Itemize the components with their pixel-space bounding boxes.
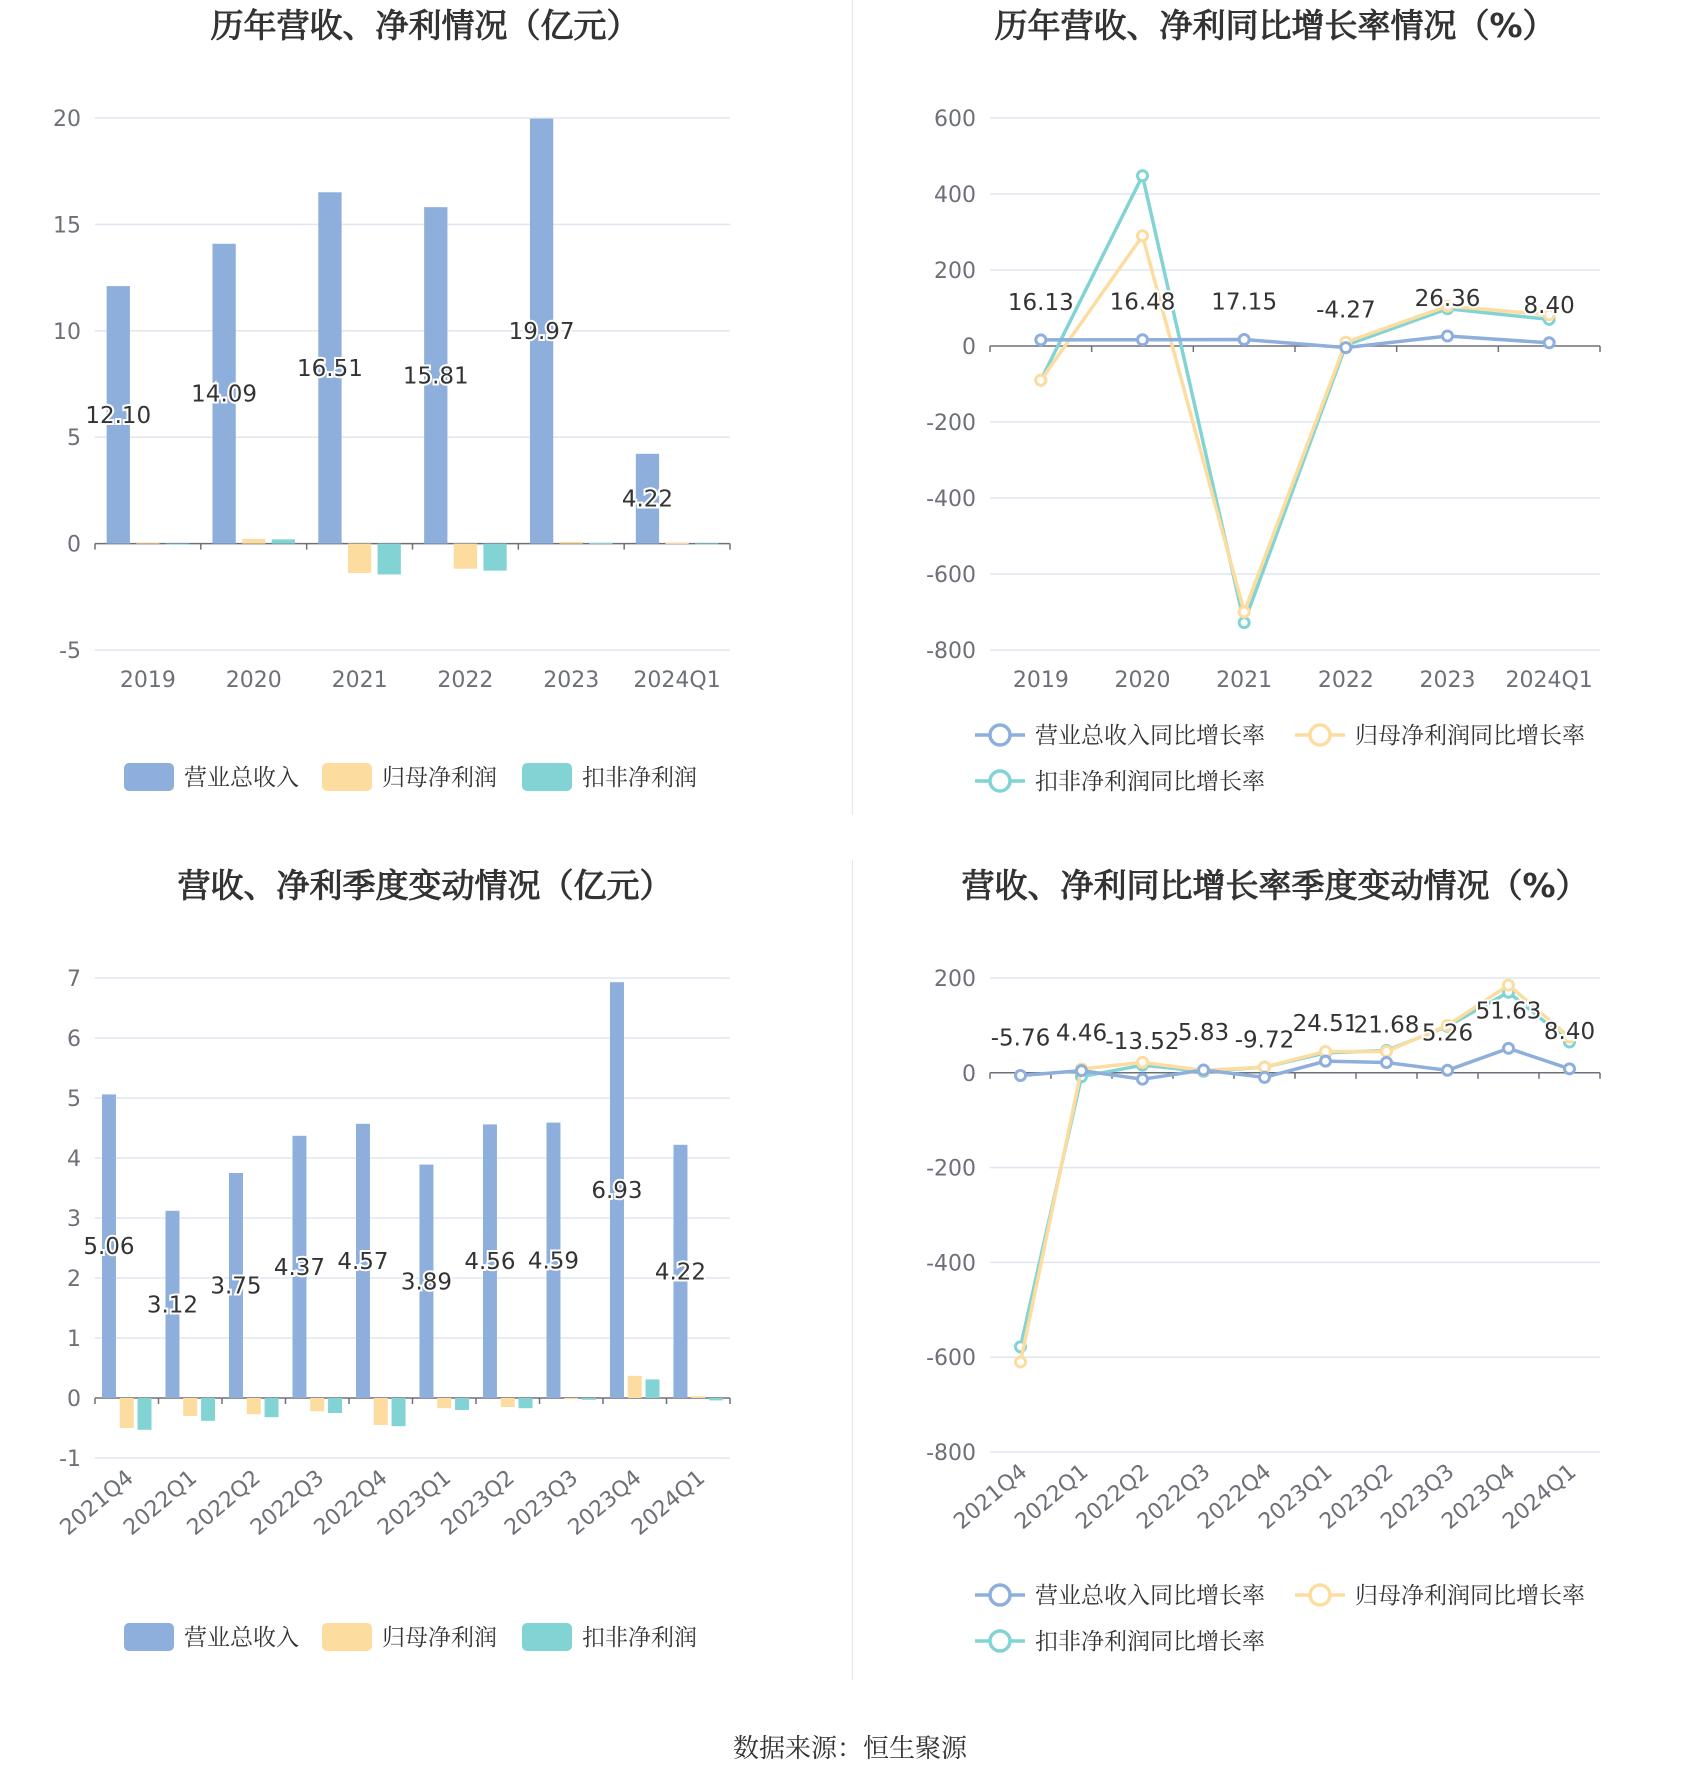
- y-tick-label: -400: [926, 1251, 976, 1277]
- legend-label: 扣非净利润同比增长率: [1035, 769, 1265, 795]
- y-tick-label: 0: [67, 1387, 81, 1412]
- x-tick-label: 2022Q1: [119, 1465, 203, 1541]
- y-tick-label: 3: [67, 1207, 81, 1232]
- net-profit-bar: [242, 539, 265, 544]
- panel-divider: [852, 0, 853, 815]
- legend-label: 营业总收入: [184, 765, 299, 791]
- net-profit-growth-point: [1260, 1062, 1270, 1072]
- x-tick-label: 2023Q4: [563, 1465, 647, 1541]
- net-profit-bar: [628, 1376, 642, 1398]
- y-tick-label: 1: [67, 1327, 81, 1352]
- data-label: 8.40: [1543, 1018, 1596, 1045]
- legend-label: 扣非净利润: [582, 1625, 697, 1651]
- x-tick-label: 2021: [331, 668, 388, 693]
- quarterly-revenue-profit-panel: [0, 860, 850, 1680]
- data-label: 6.93: [591, 1178, 643, 1205]
- net-profit-bar: [665, 543, 688, 544]
- legend-label: 营业总收入同比增长率: [1035, 723, 1265, 749]
- data-label: 5.83: [1177, 1020, 1230, 1047]
- x-tick-label: 2023Q3: [1376, 1459, 1460, 1535]
- legend-swatch: [522, 1623, 572, 1651]
- y-tick-label: 7: [67, 967, 81, 992]
- revenue-growth-point: [1077, 1066, 1087, 1076]
- net-profit-bar: [136, 543, 159, 544]
- deducted-profit-bar: [646, 1379, 660, 1398]
- legend-swatch: [322, 763, 372, 791]
- legend-swatch: [124, 763, 174, 791]
- deducted-profit-bar: [138, 1398, 152, 1430]
- x-tick-label: 2024Q1: [1498, 1459, 1582, 1535]
- revenue-growth-point: [1239, 334, 1249, 344]
- legend-label: 营业总收入同比增长率: [1035, 1583, 1265, 1609]
- net-profit-growth-point: [1138, 231, 1148, 241]
- deducted-profit-bar: [392, 1398, 406, 1426]
- y-tick-label: -600: [926, 563, 976, 588]
- data-label: -4.27: [1316, 297, 1376, 324]
- x-tick-label: 2022Q4: [1193, 1459, 1277, 1535]
- revenue-growth-point: [1504, 1043, 1514, 1053]
- y-tick-label: 4: [67, 1147, 81, 1172]
- net-profit-bar: [374, 1398, 388, 1425]
- legend-label: 扣非净利润同比增长率: [1035, 1629, 1265, 1655]
- y-tick-label: -200: [926, 411, 976, 436]
- legend-marker: [990, 1585, 1010, 1605]
- deducted-profit-bar: [272, 539, 295, 543]
- x-tick-label: 2022Q3: [246, 1465, 330, 1541]
- y-tick-label: 0: [962, 335, 976, 360]
- data-label: 4.22: [621, 486, 674, 513]
- x-tick-label: 2022Q2: [1071, 1459, 1155, 1535]
- x-tick-label: 2023: [1419, 668, 1476, 693]
- x-tick-label: 2023Q1: [373, 1465, 457, 1541]
- y-tick-label: 200: [934, 259, 976, 284]
- data-label: 21.68: [1353, 1012, 1420, 1039]
- x-tick-label: 2023Q2: [1315, 1459, 1399, 1535]
- net-profit-bar: [454, 544, 477, 569]
- legend-marker: [1310, 725, 1330, 745]
- data-label: 8.40: [1523, 292, 1575, 319]
- data-label: 12.10: [85, 402, 152, 429]
- data-label: 24.51: [1292, 1011, 1359, 1038]
- data-label: 3.89: [400, 1269, 453, 1296]
- y-tick-label: 10: [53, 319, 81, 345]
- legend-swatch: [322, 1623, 372, 1651]
- y-tick-label: -600: [926, 1346, 976, 1372]
- data-label: 14.09: [191, 381, 258, 408]
- data-label: -13.52: [1105, 1029, 1180, 1056]
- y-tick-label: 200: [934, 967, 976, 992]
- legend-marker: [990, 725, 1010, 745]
- deducted-profit-bar: [455, 1398, 469, 1410]
- deducted-profit-growth-line: [1041, 176, 1549, 623]
- revenue-growth-point: [1036, 335, 1046, 345]
- legend-label: 归母净利润: [382, 765, 497, 791]
- deducted-profit-bar: [328, 1398, 342, 1413]
- revenue-growth-point: [1321, 1056, 1331, 1066]
- y-tick-label: 400: [934, 183, 976, 208]
- y-tick-label: 20: [53, 107, 81, 132]
- net-profit-bar: [437, 1398, 451, 1408]
- legend-label: 归母净利润同比增长率: [1355, 723, 1585, 749]
- data-label: 3.12: [146, 1292, 199, 1319]
- deducted-profit-bar: [378, 544, 401, 575]
- y-tick-label: -800: [926, 1441, 976, 1466]
- y-tick-label: -400: [926, 487, 976, 512]
- x-tick-label: 2023Q2: [436, 1465, 520, 1541]
- x-tick-label: 2019: [119, 668, 176, 693]
- legend-marker: [1310, 1585, 1330, 1605]
- revenue-growth-point: [1382, 1058, 1392, 1068]
- legend-label: 归母净利润同比增长率: [1355, 1583, 1585, 1609]
- annual-growth-rate-panel: [850, 0, 1700, 820]
- data-label: 3.75: [210, 1273, 262, 1300]
- legend-swatch: [522, 763, 572, 791]
- x-tick-label: 2024Q1: [627, 1465, 711, 1541]
- y-tick-label: -200: [926, 1156, 976, 1182]
- deducted-profit-bar: [519, 1398, 533, 1408]
- data-label: 4.46: [1055, 1020, 1108, 1047]
- annual-revenue-profit-panel: [0, 0, 850, 820]
- x-tick-label: 2021Q4: [949, 1459, 1033, 1535]
- net-profit-growth-point: [1382, 1046, 1392, 1056]
- data-source: 数据来源：恒生聚源: [732, 1734, 967, 1764]
- deducted-profit-bar: [582, 1398, 596, 1400]
- y-tick-label: 0: [962, 1061, 976, 1087]
- y-tick-label: 5: [67, 426, 81, 452]
- revenue-growth-point: [1016, 1071, 1026, 1081]
- net-profit-bar: [348, 544, 371, 573]
- chart-svg: [0, 860, 850, 1680]
- data-label: 16.51: [297, 355, 363, 382]
- data-label: 4.56: [464, 1249, 516, 1276]
- legend-marker: [990, 1631, 1010, 1651]
- y-tick-label: 0: [67, 532, 81, 558]
- net-profit-bar: [691, 1396, 705, 1398]
- legend-swatch: [124, 1623, 174, 1651]
- net-profit-bar: [183, 1398, 197, 1416]
- deducted-profit-bar: [166, 544, 189, 545]
- data-label: 16.13: [1007, 289, 1074, 316]
- x-tick-label: 2022Q4: [309, 1465, 393, 1541]
- y-tick-label: -1: [59, 1447, 81, 1472]
- data-label: 5.26: [1421, 1020, 1474, 1047]
- x-tick-label: 2022: [437, 668, 494, 693]
- data-label: 4.22: [654, 1259, 707, 1286]
- legend-label: 归母净利润: [382, 1625, 497, 1651]
- revenue-growth-point: [1443, 331, 1453, 341]
- chart-title: 历年营收、净利同比增长率情况（%）: [994, 6, 1556, 45]
- chart-title: 营收、净利同比增长率季度变动情况（%）: [961, 866, 1589, 905]
- data-label: 17.15: [1211, 289, 1278, 316]
- x-tick-label: 2019: [1012, 668, 1069, 693]
- revenue-growth-point: [1138, 335, 1148, 345]
- quarterly-growth-rate-panel: [850, 860, 1700, 1680]
- chart-title: 营收、净利季度变动情况（亿元）: [177, 866, 673, 905]
- net-profit-growth-point: [1138, 1057, 1148, 1067]
- x-tick-label: 2023Q3: [500, 1465, 584, 1541]
- data-label: 26.36: [1414, 285, 1481, 312]
- panel-divider: [852, 860, 853, 1680]
- y-tick-label: 600: [934, 107, 976, 132]
- data-label: 51.63: [1475, 998, 1542, 1025]
- net-profit-growth-point: [1036, 375, 1046, 385]
- chart-svg: [850, 0, 1700, 820]
- y-tick-label: 2: [67, 1267, 81, 1292]
- data-label: 4.57: [337, 1248, 389, 1275]
- x-tick-label: 2020: [1114, 668, 1171, 693]
- data-label: 16.48: [1109, 289, 1176, 316]
- y-tick-label: 5: [67, 1087, 81, 1112]
- chart-title: 历年营收、净利情况（亿元）: [210, 6, 640, 45]
- deducted-profit-growth-point: [1138, 171, 1148, 181]
- deducted-profit-bar: [695, 543, 718, 544]
- legend-label: 营业总收入: [184, 1625, 299, 1651]
- net-profit-bar: [247, 1398, 261, 1414]
- deducted-profit-bar: [589, 543, 612, 544]
- x-tick-label: 2022Q2: [182, 1465, 266, 1541]
- revenue-growth-point: [1565, 1064, 1575, 1074]
- deducted-profit-bar: [483, 544, 506, 571]
- revenue-growth-point: [1443, 1065, 1453, 1075]
- data-label: -5.76: [990, 1025, 1051, 1052]
- data-label: 4.59: [527, 1248, 580, 1275]
- revenue-growth-point: [1544, 338, 1554, 348]
- x-tick-label: 2023: [543, 668, 600, 693]
- net-profit-bar: [120, 1398, 134, 1428]
- x-tick-label: 2021: [1216, 668, 1273, 693]
- revenue-growth-point: [1138, 1074, 1148, 1084]
- deducted-profit-bar: [201, 1398, 215, 1421]
- x-tick-label: 2020: [225, 668, 282, 693]
- net-profit-bar: [560, 542, 583, 544]
- data-label: 15.81: [402, 363, 469, 390]
- data-label: 19.97: [508, 319, 575, 346]
- x-tick-label: 2022: [1317, 668, 1374, 693]
- chart-svg: [850, 860, 1700, 1680]
- net-profit-bar: [501, 1398, 515, 1407]
- x-tick-label: 2023Q4: [1437, 1459, 1521, 1535]
- legend-label: 扣非净利润: [582, 765, 697, 791]
- x-tick-label: 2023Q1: [1254, 1459, 1338, 1535]
- y-tick-label: -5: [59, 639, 81, 664]
- deducted-profit-bar: [709, 1398, 723, 1400]
- chart-svg: [0, 0, 850, 820]
- revenue-growth-point: [1260, 1072, 1270, 1082]
- legend-marker: [990, 771, 1010, 791]
- net-profit-growth-point: [1239, 607, 1249, 617]
- data-label: 4.37: [273, 1254, 326, 1281]
- x-tick-label: 2022Q3: [1132, 1459, 1216, 1535]
- y-tick-label: -800: [926, 639, 976, 664]
- net-profit-growth-point: [1016, 1357, 1026, 1367]
- y-tick-label: 6: [67, 1027, 81, 1052]
- revenue-growth-point: [1341, 343, 1351, 353]
- net-profit-bar: [564, 1398, 578, 1399]
- data-label: -9.72: [1234, 1027, 1295, 1054]
- x-tick-label: 2024Q1: [1505, 668, 1593, 693]
- y-tick-label: 15: [53, 213, 81, 239]
- x-tick-label: 2021Q4: [55, 1465, 139, 1541]
- x-tick-label: 2024Q1: [633, 668, 721, 693]
- x-tick-label: 2022Q1: [1010, 1459, 1094, 1535]
- revenue-growth-point: [1199, 1065, 1209, 1075]
- net-profit-growth-point: [1504, 980, 1514, 990]
- data-label: 5.06: [83, 1234, 135, 1261]
- net-profit-bar: [310, 1398, 324, 1411]
- deducted-profit-growth-point: [1239, 618, 1249, 628]
- deducted-profit-bar: [265, 1398, 279, 1417]
